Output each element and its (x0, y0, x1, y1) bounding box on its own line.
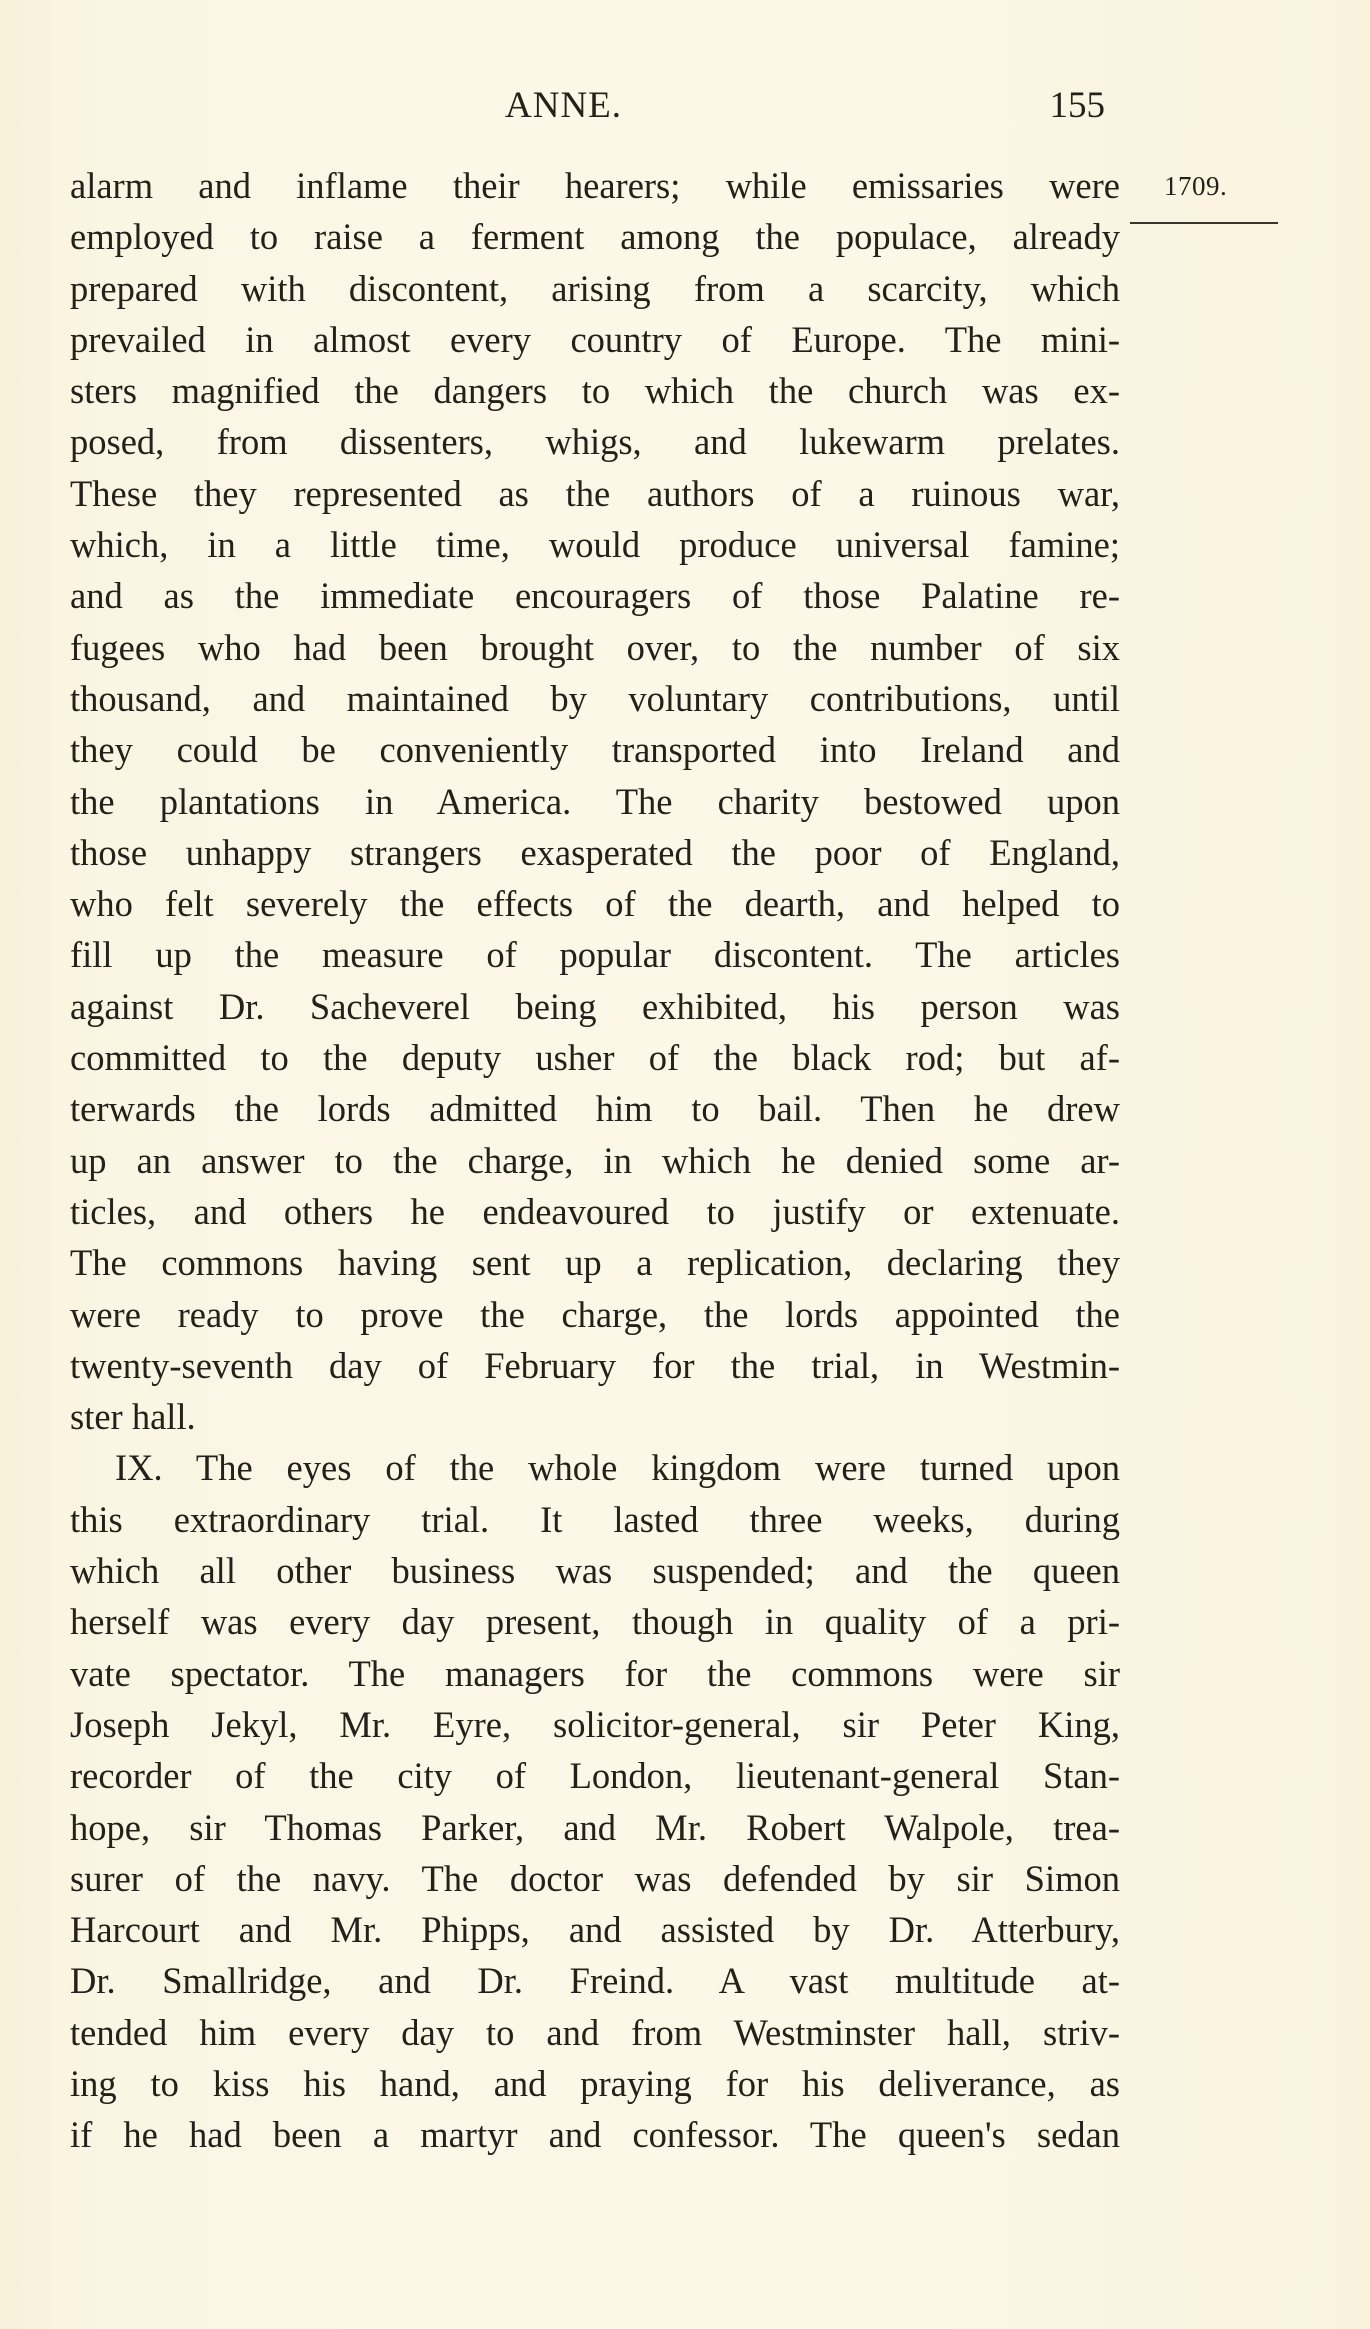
text-line: committed to the deputy usher of the black rod; but af- (70, 1037, 1120, 1079)
section-ix-first-line: IX. The eyes of the whole kingdom were turned upon (115, 1447, 1120, 1489)
text-line: twenty-seventh day of February for the trial, in Westmin- (70, 1344, 1120, 1386)
text-line: Joseph Jekyl, Mr. Eyre, solicitor-general, sir Peter King, (70, 1703, 1120, 1745)
page-number: 155 (1049, 85, 1105, 126)
text-line: against Dr. Sacheverel being exhibited, his person was (70, 985, 1120, 1027)
text-line: surer of the navy. The doctor was defended by sir Simon (70, 1857, 1120, 1899)
text-line: recorder of the city of London, lieutenant-general Stan- (70, 1755, 1120, 1797)
body-text (70, 160, 1120, 2161)
text-line: tended him every day to and from Westminster hall, striv- (70, 2011, 1120, 2053)
text-line: These they represented as the authors of a ruinous war, (70, 472, 1120, 514)
text-line: were ready to prove the charge, the lords appointed the (70, 1293, 1120, 1335)
text-line: ing to kiss his hand, and praying for his deliverance, as (70, 2062, 1120, 2104)
text-line: prevailed in almost every country of Europe. The mini- (70, 318, 1120, 360)
text-line: employed to raise a ferment among the populace, already (70, 216, 1120, 258)
text-line: sters magnified the dangers to which the church was ex- (70, 370, 1120, 412)
text-line: which all other business was suspended; and the queen (70, 1550, 1120, 1592)
paragraph-last-line: ster hall. (70, 1396, 196, 1438)
text-line: vate spectator. The managers for the commons were sir (70, 1652, 1120, 1694)
text-line: fill up the measure of popular discontent. The articles (70, 934, 1120, 976)
text-line: and as the immediate encouragers of those Palatine re- (70, 575, 1120, 617)
text-line: if he had been a martyr and confessor. The queen's sedan (70, 2114, 1120, 2156)
running-head-title: ANNE. (505, 85, 623, 126)
text-line: which, in a little time, would produce universal famine; (70, 524, 1120, 566)
text-line: fugees who had been brought over, to the number of six (70, 626, 1120, 668)
text-line: the plantations in America. The charity bestowed upon (70, 780, 1120, 822)
text-line: those unhappy strangers exasperated the poor of England, (70, 831, 1120, 873)
text-line: terwards the lords admitted him to bail. Then he drew (70, 1088, 1120, 1130)
text-line: ticles, and others he endeavoured to justify or extenuate. (70, 1190, 1120, 1232)
text-line: alarm and inflame their hearers; while emissaries were (70, 165, 1120, 206)
text-line: prepared with discontent, arising from a scarcity, which (70, 267, 1120, 309)
text-line: herself was every day present, though in quality of a pri- (70, 1601, 1120, 1643)
text-line: The commons having sent up a replication, declaring they (70, 1242, 1120, 1284)
text-line: they could be conveniently transported into Ireland and (70, 729, 1120, 771)
text-line: this extraordinary trial. It lasted three weeks, during (70, 1498, 1120, 1540)
margin-year-note: 1709. (1164, 171, 1228, 201)
text-line: who felt severely the effects of the dearth, and helped to (70, 883, 1120, 925)
text-line: hope, sir Thomas Parker, and Mr. Robert Walpole, trea- (70, 1806, 1120, 1848)
text-line: posed, from dissenters, whigs, and lukewarm prelates. (70, 421, 1120, 463)
margin-rule (1130, 222, 1278, 224)
text-line: thousand, and maintained by voluntary contributions, until (70, 677, 1120, 719)
running-head (70, 84, 1120, 134)
text-line: Dr. Smallridge, and Dr. Freind. A vast multitude at- (70, 1960, 1120, 2002)
text-line: up an answer to the charge, in which he denied some ar- (70, 1139, 1120, 1181)
text-line: Harcourt and Mr. Phipps, and assisted by Dr. Atterbury, (70, 1909, 1120, 1951)
